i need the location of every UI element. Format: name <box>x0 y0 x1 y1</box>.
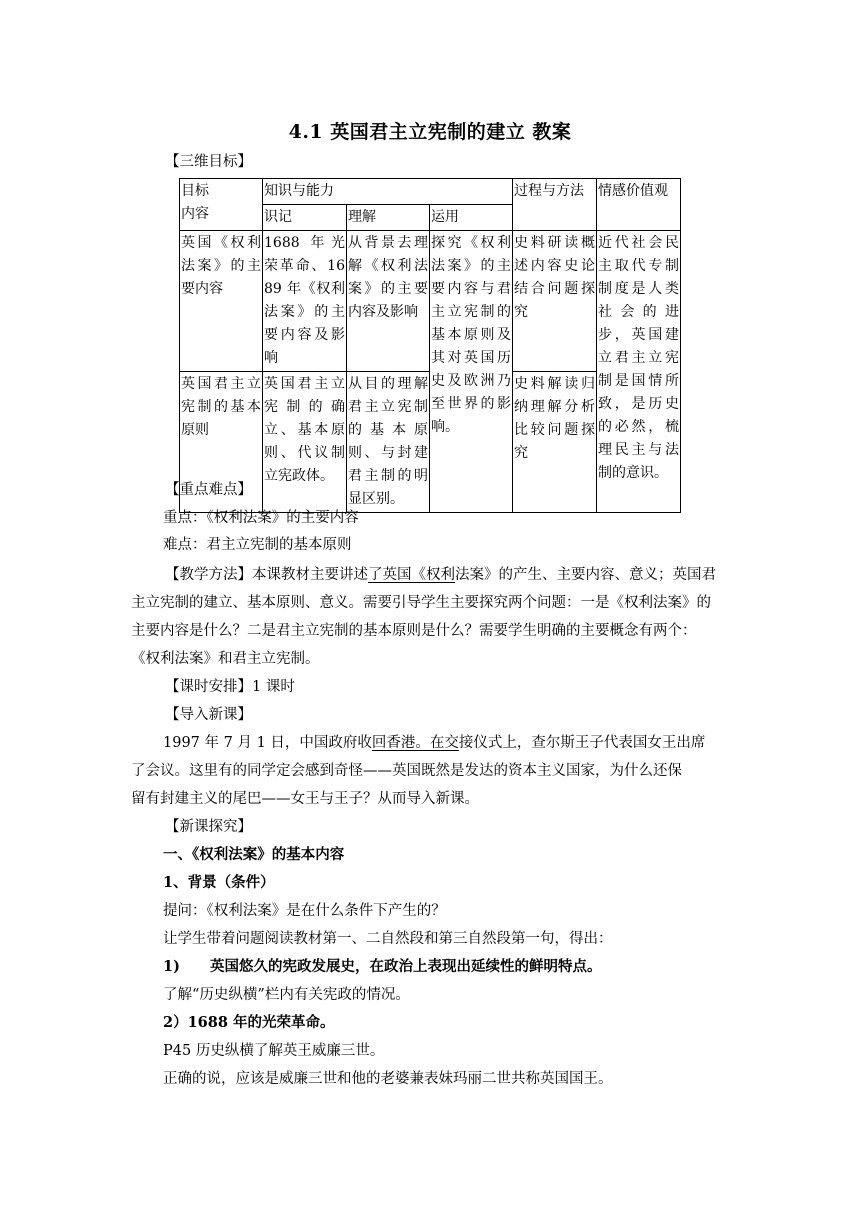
document-title: 4.1 英国君主立宪制的建立 教案 <box>288 121 572 143</box>
row2-process: 史料解读归纳理解分析比较问题探究 <box>513 372 597 513</box>
key-point: 重点：《权利法案》的主要内容 <box>163 510 359 526</box>
row1-understand: 从背景去理解《权利法案》的主要内容及影响 <box>347 231 430 372</box>
schedule: 【课时安排】1 课时 <box>165 679 295 695</box>
header-content: 内容 <box>181 206 209 222</box>
intro-text-b: 接仪式上，查尔斯王子代表国女王出席 <box>458 735 706 751</box>
sub-recognize: 识记 <box>263 205 347 231</box>
goals-heading: 【三维目标】 <box>165 154 252 170</box>
row2-recognize: 英国君主立宪制的确立、基本原则、代议制立宪政体。 <box>263 372 347 513</box>
table-row <box>180 231 681 372</box>
intro-text-underlined: 回香港。在交 <box>371 735 459 751</box>
method-text-underlined: 了英国《权利 <box>368 567 455 583</box>
point2: 2）1688 年的光荣革命。 <box>163 1014 335 1031</box>
point1-text: 英国悠久的宪政发展史，在政治上表现出延续性的鲜明特点。 <box>209 958 602 975</box>
header-target: 目标 <box>181 183 209 199</box>
method-line-1 <box>165 565 716 585</box>
method-line-3: 主要内容是什么？二是君主立宪制的基本原则是什么？需要学生明确的主要概念有两个： <box>131 623 697 639</box>
intro-text-a: 1997 年 7 月 1 日，中国政府收 <box>163 735 372 751</box>
read-instruction: 让学生带着问题阅读教材第一、二自然段和第三自然段第一句，得出： <box>163 931 613 947</box>
correct-line: 正确的说，应该是威廉三世和他的老婆兼表妹玛丽二世共称英国国王。 <box>163 1071 613 1087</box>
header-emotion: 情感价值观 <box>597 179 681 231</box>
sub-apply: 运用 <box>430 205 513 231</box>
row2-understand: 从目的理解君主立宪制的基本原则、与封建君主制的明显区别。 <box>347 372 430 513</box>
intro-line-3: 留有封建主义的尾巴——女王与王子？从而导入新课。 <box>131 791 479 807</box>
emotion-merged: 近代社会民主取代专制制度是人类社会的进步，英国建立君主立宪制是国情所致，是历史的必然，梳理民主与法制的意识。 <box>597 231 681 513</box>
header-process: 过程与方法 <box>513 179 597 231</box>
goals-table <box>179 178 681 513</box>
header-target-content <box>180 179 263 231</box>
method-line-4: 《权利法案》和君主立宪制。 <box>131 651 320 667</box>
part1-heading: 一、《权利法案》的基本内容 <box>163 846 345 863</box>
table-header-row <box>180 179 681 205</box>
question: 提问：《权利法案》是在什么条件下产生的？ <box>163 903 446 919</box>
method-label: 【教学方法】 <box>165 567 252 583</box>
row2-content: 英国君主立宪制的基本原则 <box>180 372 263 513</box>
row1-content: 英国《权利法案》的主要内容 <box>180 231 263 372</box>
understand-line: 了解“历史纵横”栏内有关宪政的情况。 <box>163 987 410 1003</box>
method-text-a: 本课教材主要讲述 <box>252 567 368 583</box>
header-knowledge: 知识与能力 <box>263 179 513 205</box>
apply-merged: 探究《权利法案》的主要内容与君主立宪制的基本原则及其对英国历史及欧洲乃至世界的影响。 <box>430 231 513 513</box>
intro-line-1 <box>163 733 705 753</box>
method-line-2: 主立宪制的建立、基本原则、意义。需要引导学生主要探究两个问题：一是《权利法案》的 <box>131 595 711 611</box>
method-text-b: 法案》的产生、主要内容、意义；英国君 <box>455 567 716 583</box>
point1-number: 1) <box>163 958 180 975</box>
sub1-heading: 1、背景（条件） <box>163 874 275 891</box>
row1-recognize: 1688 年光荣革命、1689 年《权利法案》的主要内容及影响 <box>263 231 347 372</box>
explore-heading: 【新课探究】 <box>165 819 252 835</box>
key-heading: 【重点难点】 <box>165 482 252 498</box>
p45-line: P45 历史纵横了解英王威廉三世。 <box>163 1043 385 1059</box>
sub-understand: 理解 <box>347 205 430 231</box>
intro-heading: 【导入新课】 <box>165 707 252 723</box>
point1 <box>163 957 601 977</box>
row1-process: 史料研读概述内容史论结合问题探究 <box>513 231 597 372</box>
intro-line-2: 了会议。这里有的同学定会感到奇怪——英国既然是发达的资本主义国家，为什么还保 <box>131 763 682 779</box>
difficult-point: 难点：君主立宪制的基本原则 <box>163 537 352 553</box>
